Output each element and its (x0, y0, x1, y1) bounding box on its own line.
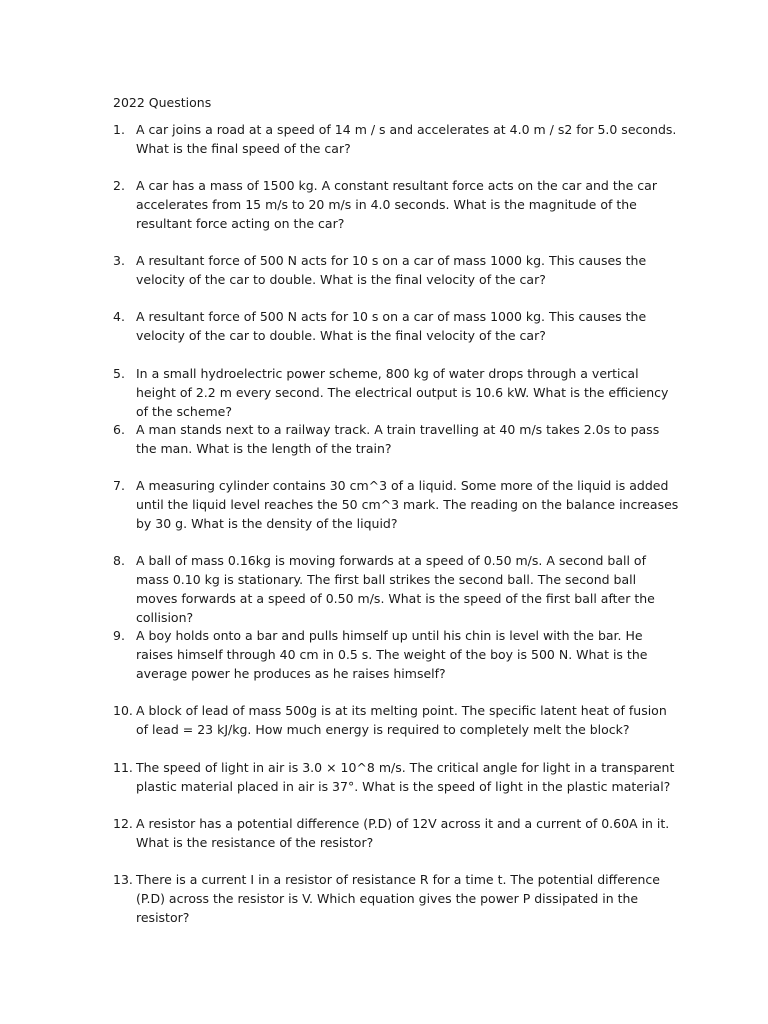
question-number: 9. (113, 628, 125, 643)
question-text: A man stands next to a railway track. A train travelling at 40 m/s takes 2.0s to pass the man. What is the length of the train? (136, 422, 660, 456)
question-number: 11. (113, 760, 133, 775)
question-number: 12. (113, 816, 133, 831)
question-text: A resultant force of 500 N acts for 10 s on a car of mass 1000 kg. This causes the velocity of the car to double. What is the final velocity of the car? (136, 309, 647, 343)
question-11 (113, 759, 679, 797)
question-number: 1. (113, 122, 125, 137)
question-text: A measuring cylinder contains 30 cm^3 of a liquid. Some more of the liquid is added until the liquid level reaches the 50 cm^3 mark. The reading on the balance increases by 30 g. What is the density of the liquid? (136, 478, 679, 531)
question-9 (113, 627, 679, 684)
question-text: A car joins a road at a speed of 14 m / s and accelerates at 4.0 m / s2 for 5.0 seconds. What is the final speed of the car? (136, 122, 677, 156)
question-number: 8. (113, 553, 125, 568)
question-6 (113, 421, 679, 459)
question-3 (113, 252, 679, 290)
question-text: A boy holds onto a bar and pulls himself up until his chin is level with the bar. He raises himself through 40 cm in 0.5 s. The weight of the boy is 500 N. What is the average power he produces as he raises himself? (136, 628, 648, 681)
question-text: A block of lead of mass 500g is at its melting point. The specific latent heat of fusion of lead = 23 kJ/kg. How much energy is required to completely melt the block? (136, 703, 667, 737)
question-10 (113, 702, 679, 740)
document-heading: 2022 Questions (113, 95, 212, 110)
question-text: There is a current I in a resistor of resistance R for a time t. The potential difference (P.D) across the resistor is V. Which equation gives the power P dissipated in the resistor? (136, 872, 660, 925)
question-text: A ball of mass 0.16kg is moving forwards at a speed of 0.50 m/s. A second ball of mass 0.10 kg is stationary. The first ball strikes the second ball. The second ball moves forwards at a speed of 0.50 m/s. What is the speed of the first ball after the collision? (136, 553, 655, 625)
question-13 (113, 871, 679, 928)
question-text: A car has a mass of 1500 kg. A constant resultant force acts on the car and the car accelerates from 15 m/s to 20 m/s in 4.0 seconds. What is the magnitude of the resultant force acting on the car? (136, 178, 657, 231)
question-1 (113, 121, 679, 159)
question-number: 2. (113, 178, 125, 193)
question-number: 10. (113, 703, 133, 718)
question-number: 4. (113, 309, 125, 324)
question-2 (113, 177, 679, 234)
question-number: 13. (113, 872, 133, 887)
question-8 (113, 552, 679, 628)
question-4 (113, 308, 679, 346)
question-7 (113, 477, 679, 534)
question-number: 3. (113, 253, 125, 268)
question-5 (113, 365, 679, 422)
question-text: In a small hydroelectric power scheme, 800 kg of water drops through a vertical height of 2.2 m every second. The electrical output is 10.6 kW. What is the efficiency of the scheme? (136, 366, 669, 419)
question-text: A resultant force of 500 N acts for 10 s on a car of mass 1000 kg. This causes the velocity of the car to double. What is the final velocity of the car? (136, 253, 647, 287)
question-text: The speed of light in air is 3.0 × 10^8 m/s. The critical angle for light in a transparent plastic material placed in air is 37°. What is the speed of light in the plastic material? (136, 760, 675, 794)
question-number: 7. (113, 478, 125, 493)
question-text: A resistor has a potential difference (P.D) of 12V across it and a current of 0.60A in it. What is the resistance of the resistor? (136, 816, 670, 850)
question-number: 6. (113, 422, 125, 437)
question-12 (113, 815, 679, 853)
question-number: 5. (113, 366, 125, 381)
